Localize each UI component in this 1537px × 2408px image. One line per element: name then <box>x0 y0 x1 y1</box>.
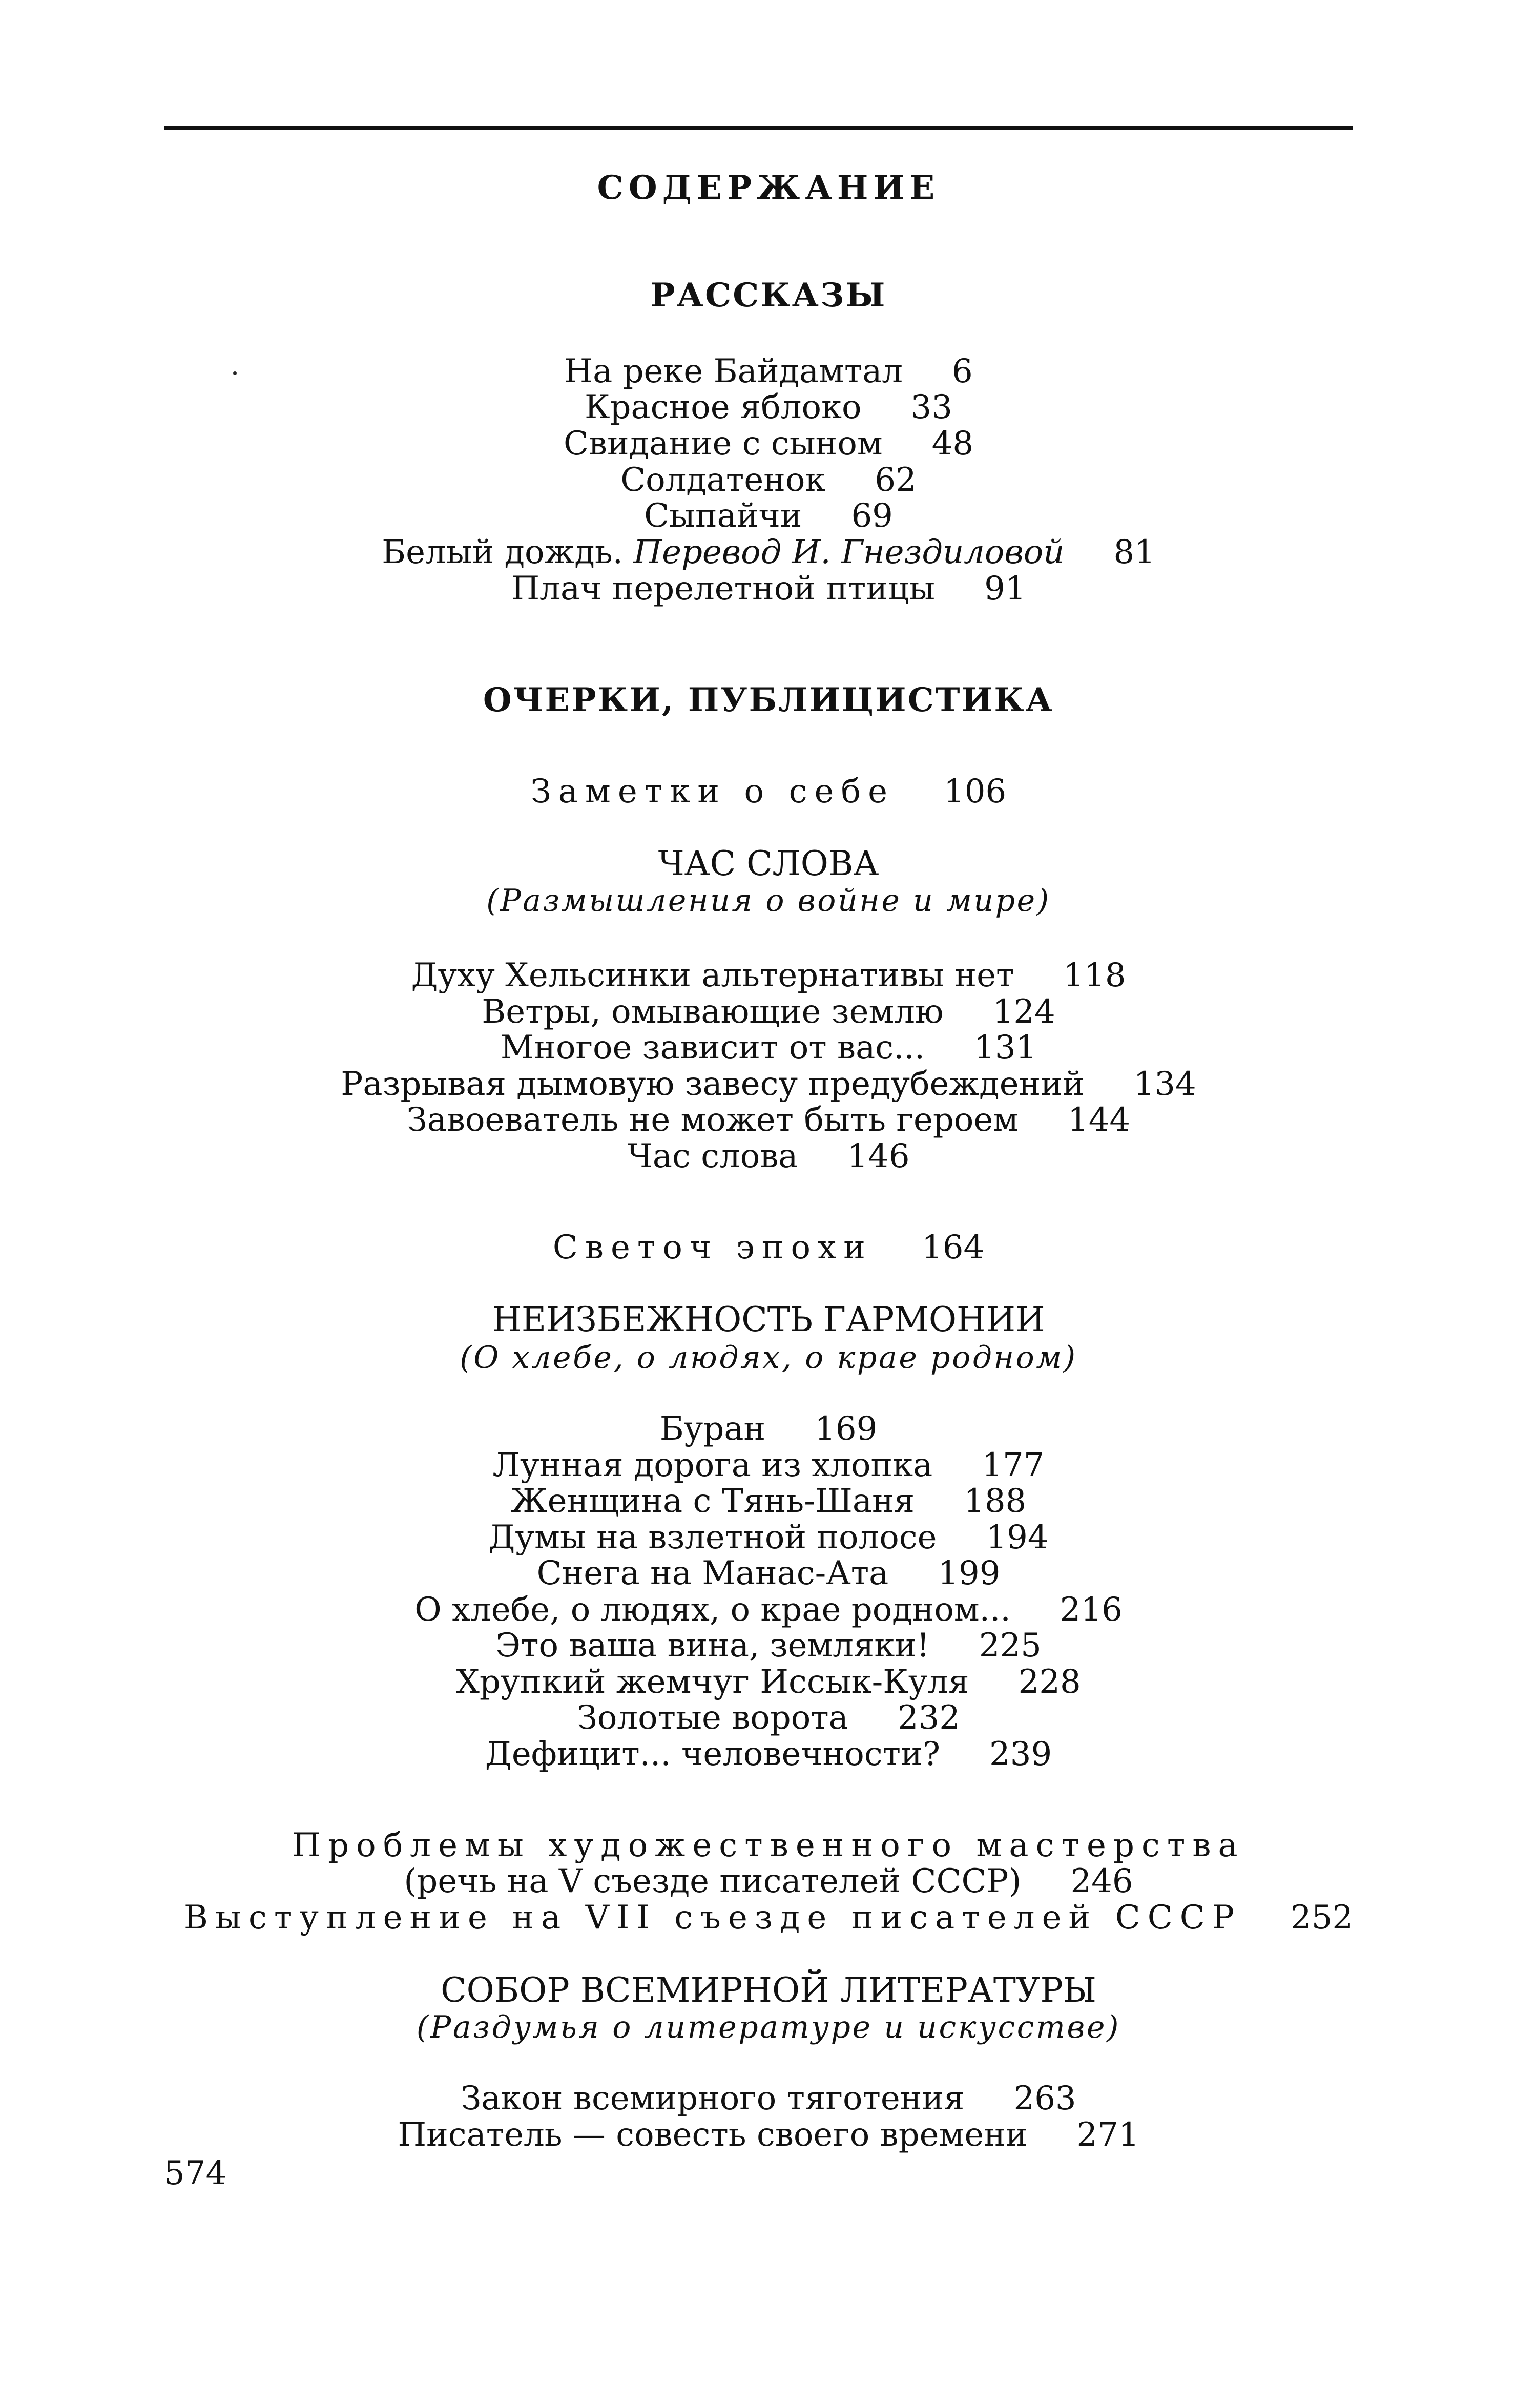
entry-title: Женщина с Тянь-Шаня <box>510 1482 915 1520</box>
entry-title: Дефицит... человечности? <box>485 1735 941 1773</box>
entry-title: Духу Хельсинки альтернативы нет <box>411 957 1014 994</box>
toc-entry <box>0 1065 1537 1103</box>
entry-title: Выступление на VII съезде писателей СССР <box>183 1899 1241 1937</box>
entry-title: Это ваша вина, земляки! <box>495 1627 930 1665</box>
cycle-title: СОБОР ВСЕМИРНОЙ ЛИТЕРАТУРЫ <box>441 1970 1096 2010</box>
entry-title: Закон всемирного тяготения <box>461 2080 965 2118</box>
entry-title: Солдатенок <box>620 461 826 499</box>
toc-entry <box>0 1410 1537 1448</box>
entry-page: 216 <box>1060 1591 1123 1629</box>
toc-entry <box>0 1482 1537 1520</box>
entry-page: 246 <box>1070 1862 1133 1900</box>
toc-entry <box>0 570 1537 608</box>
entry-title: Писатель — совесть своего времени <box>398 2116 1028 2154</box>
toc-entry <box>0 1899 1537 1937</box>
entry-page: 69 <box>851 497 893 535</box>
entry-page: 144 <box>1067 1101 1131 1139</box>
toc-entry <box>0 1591 1537 1629</box>
toc-entry <box>0 352 1537 390</box>
entry-page: 239 <box>989 1735 1052 1773</box>
entry-page: 118 <box>1063 957 1126 994</box>
toc-entry <box>0 533 1537 571</box>
entry-title: Плач перелетной птицы <box>511 570 936 608</box>
toc-entry <box>0 1101 1537 1139</box>
toc-entry-line: Проблемы художественного мастерства <box>292 1826 1245 1864</box>
toc-entry <box>0 1229 1537 1267</box>
entry-title: Белый дождь. <box>382 533 624 571</box>
entry-page: 33 <box>910 388 952 426</box>
toc-entry <box>0 1029 1537 1067</box>
entry-title: Разрывая дымовую завесу предубеждений <box>341 1065 1085 1103</box>
toc-entry <box>0 1735 1537 1773</box>
entry-title: Час слова <box>627 1137 798 1175</box>
toc-entry <box>0 773 1537 811</box>
entry-title: (речь на V съезде писателей СССР) <box>404 1862 1022 1900</box>
page-number: 574 <box>164 2154 227 2192</box>
entry-page: 62 <box>875 461 917 499</box>
entry-title: Светоч эпохи <box>552 1229 873 1267</box>
cycle-title: ЧАС СЛОВА <box>658 844 879 883</box>
entry-title: Завоеватель не может быть героем <box>406 1101 1019 1139</box>
entry-page: 199 <box>938 1554 1001 1592</box>
toc-entry <box>0 461 1537 499</box>
section-heading-essays: ОЧЕРКИ, ПУБЛИЦИСТИКА <box>483 681 1054 719</box>
entry-page: 106 <box>944 773 1007 811</box>
entry-page: 134 <box>1133 1065 1196 1103</box>
entry-page: 124 <box>992 993 1055 1031</box>
entry-title: Лунная дорога из хлопка <box>492 1446 933 1484</box>
toc-entry <box>0 1137 1537 1175</box>
entry-title: Хрупкий жемчуг Иссык-Куля <box>456 1663 969 1701</box>
entry-title: Заметки о себе <box>530 773 895 811</box>
toc-entry <box>0 1554 1537 1592</box>
entry-title: Свидание с сыном <box>563 425 883 463</box>
toc-entry <box>0 993 1537 1031</box>
entry-page: 91 <box>984 570 1026 608</box>
entry-title: Многое зависит от вас... <box>500 1029 925 1067</box>
toc-entry <box>0 1521 1537 1554</box>
section-heading-stories: РАССКАЗЫ <box>650 276 887 315</box>
entry-translator: Перевод И. Гнездиловой <box>633 533 1065 571</box>
toc-entry <box>0 959 1537 992</box>
entry-title: Сыпайчи <box>644 497 802 535</box>
entry-title: Золотые ворота <box>577 1699 848 1737</box>
toc-entry <box>0 2080 1537 2118</box>
entry-page: 232 <box>897 1699 960 1737</box>
entry-title: Думы на взлетной полосе <box>488 1519 937 1556</box>
toc-entry <box>0 1663 1537 1701</box>
entry-title: Снега на Манас-Ата <box>536 1554 889 1592</box>
entry-page: 252 <box>1290 1899 1354 1937</box>
entry-page: 228 <box>1018 1663 1081 1701</box>
top-rule <box>164 126 1353 130</box>
entry-page: 271 <box>1076 2116 1139 2154</box>
toc-entry <box>0 2116 1537 2154</box>
entry-page: 225 <box>979 1627 1042 1665</box>
entry-title: Ветры, омывающие землю <box>482 993 944 1031</box>
entry-page: 188 <box>964 1482 1027 1520</box>
contents-heading: СОДЕРЖАНИЕ <box>597 169 940 207</box>
entry-page: 131 <box>974 1029 1037 1067</box>
cycle-subtitle: (Размышления о войне и мире) <box>486 883 1051 919</box>
toc-entry <box>0 1862 1537 1900</box>
cycle-subtitle: (Раздумья о литературе и искусстве) <box>416 2009 1121 2045</box>
toc-entry <box>0 425 1537 463</box>
entry-title: О хлебе, о людях, о крае родном... <box>414 1591 1011 1629</box>
toc-entry <box>0 497 1537 535</box>
cycle-title: НЕИЗБЕЖНОСТЬ ГАРМОНИИ <box>492 1300 1045 1339</box>
entry-page: 146 <box>847 1137 910 1175</box>
toc-entry <box>0 1699 1537 1737</box>
entry-title: Буран <box>659 1410 766 1448</box>
entry-page: 169 <box>815 1410 878 1448</box>
entry-page: 48 <box>931 425 974 463</box>
entry-title: На реке Байдамтал <box>564 352 903 390</box>
cycle-subtitle: (О хлебе, о людях, о крае родном) <box>460 1340 1077 1376</box>
toc-entry <box>0 1627 1537 1665</box>
entry-page: 81 <box>1113 533 1155 571</box>
toc-entry <box>0 1446 1537 1484</box>
entry-page: 194 <box>986 1519 1049 1556</box>
entry-title: Красное яблоко <box>585 388 862 426</box>
entry-page: 164 <box>922 1229 985 1267</box>
entry-page: 177 <box>982 1446 1045 1484</box>
entry-page: 263 <box>1013 2080 1076 2118</box>
entry-page: 6 <box>952 352 973 390</box>
toc-entry <box>0 388 1537 426</box>
